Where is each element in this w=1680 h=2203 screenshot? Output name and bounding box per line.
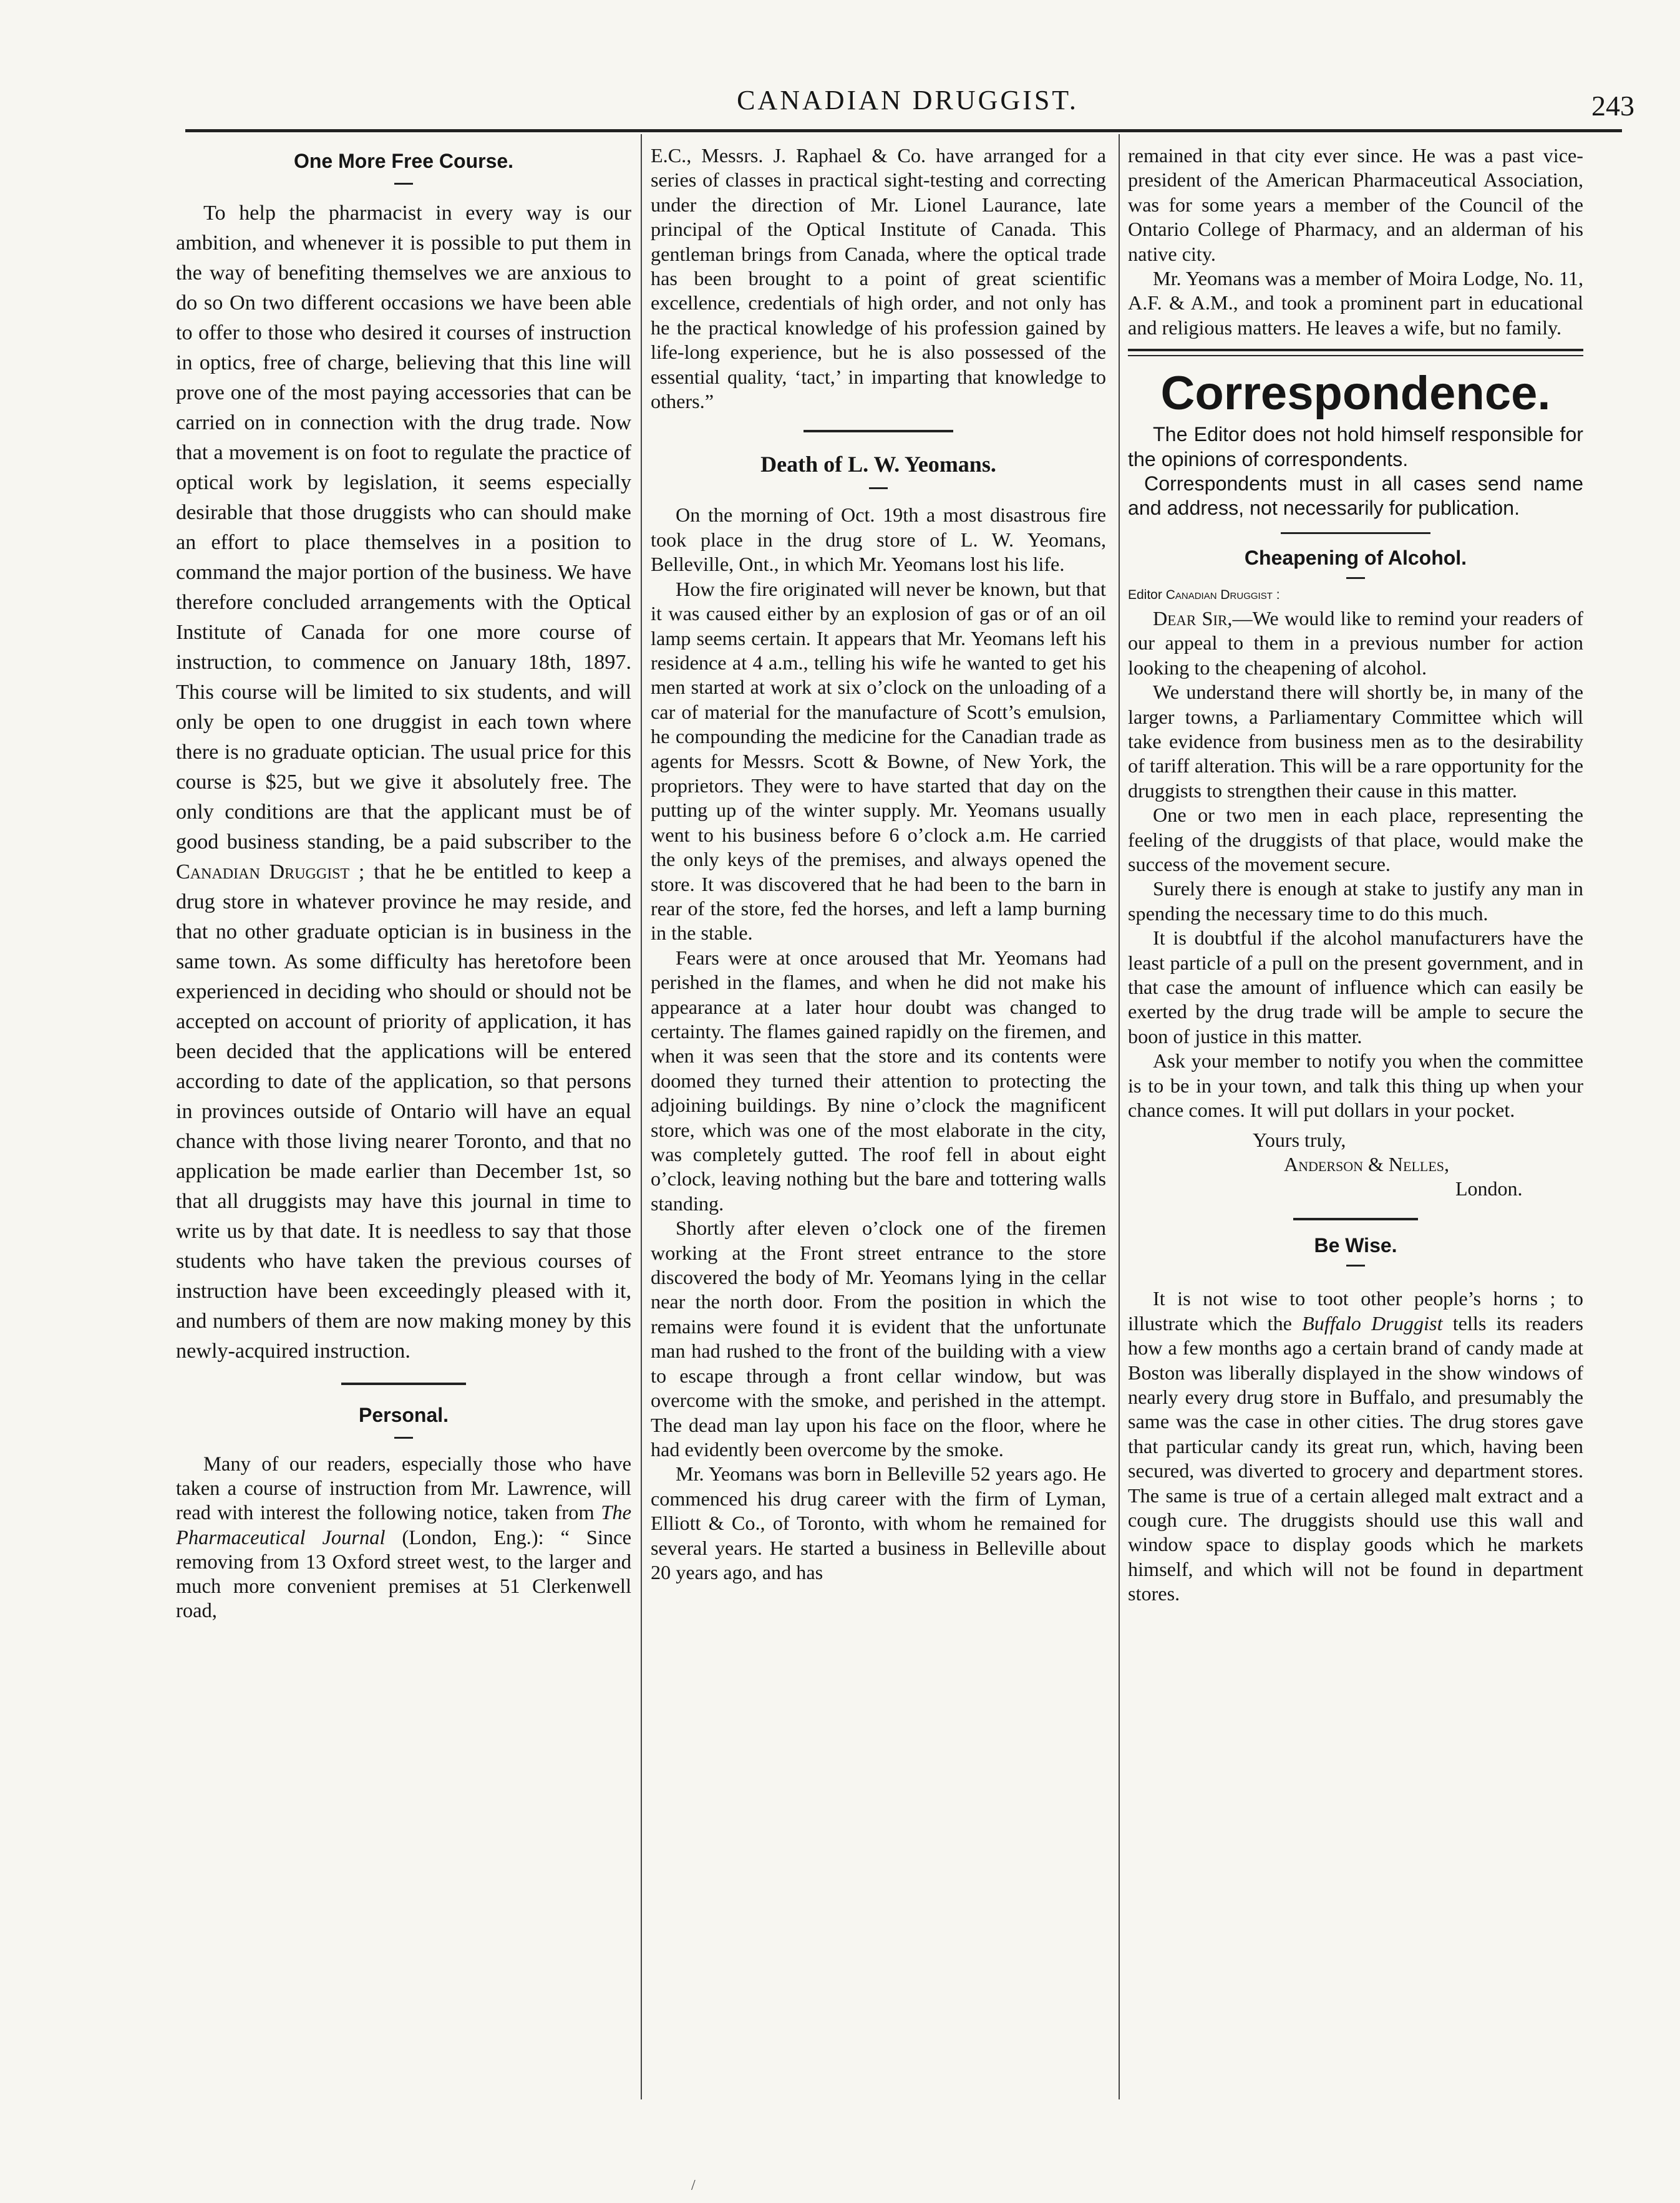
personal-text: Many of our readers, especially those who have taken a course of instruction from Mr. Lawrence, will read with interest the following notice, taken from [176,1453,631,1525]
paragraph-alcohol-1 [1128,606,1583,680]
journal-name: Canadian Druggist [176,860,350,883]
column-rule-left [641,134,642,2099]
running-header [181,84,1634,122]
paragraph-be-wise [1128,1286,1583,1606]
section-separator [1293,1218,1418,1220]
section-separator [341,1383,466,1385]
free-course-text-end: ; that he be entitled to keep a drug store in whatever province he may reside, and that no other graduate optician is in business in the same town. As some difficulty has heretofore been experienced in deciding who should or should not be accepted on account of priority of application, it has been decided that the applications will be entered according to date of the application, so that persons in provinces outside of Ontario will have an equal chance with those living nearer Toronto, and that no application be made earlier than December 1st, so that all druggists may have this journal in time to write us by that date. It is needless to say that those students who have taken the previous courses of instruction have been exceedingly pleased with it, and numbers of them are now making money by this newly-acquired instruction. [176,860,631,1363]
section-separator [1281,532,1430,534]
alcohol-text-1: ,—We would like to remind your readers of our appeal to them in a previous number for action looking to the cheapening of alcohol. [1128,606,1583,679]
page-number: 243 [1591,90,1634,122]
heading-cheapening-alcohol: Cheapening of Alcohol. [1244,546,1467,569]
heading-dash [1346,577,1365,579]
correspondent-notice: Correspondents must in all cases send name and address, not necessarily for publication. [1128,472,1583,520]
header-rule [185,129,1622,132]
running-title: CANADIAN DRUGGIST. [737,85,1079,115]
heading-dash [394,183,413,185]
free-course-text: To help the pharmacist in every way is our ambition, and whenever it is possible to put them in the way of benefiting themselves we are anxious to do so On two different occasions we have been able to offer to those who desired it courses of instruction in optics, free of charge, believing that this line will prove one of the most paying accessories that can be carried on in connection with the drug trade. Now that a movement is on foot to regulate the practice of optical work by legislation, it seems especially desirable that those druggists who can should make an effort to place themselves in a position to command the major portion of the business. We have therefore concluded arrangements with the Optical Institute of Canada for one more course of instruction, to commence on January 18th, 1897. This course will be limited to six students, and will only be open to one druggist in each town where there is no graduate optician. The usual price for this course is $25, but we give it absolutely free. The only conditions are that the applicant must be of good business standing, be a paid subscriber to the [176,202,631,853]
heading-personal: Personal. [358,1404,449,1426]
column-2 [651,143,1106,2096]
editor-word: Editor [1128,587,1162,602]
paragraph-yeomans-continued: remained in that city ever since. He was a past vice-president of the American Pharmaceutical Association, was for some years a member of the Council of the Ontario College of Pharmacy, and an alderman of his native city. [1128,144,1583,265]
paragraph-alcohol-3: One or two men in each place, representing the feeling of the druggists of that place, would make the success of the movement secure. [1128,804,1583,875]
paragraph-free-course [176,198,631,1366]
column-1 [176,143,631,2096]
paragraph-yeomans-lodge: Mr. Yeomans was a member of Moira Lodge, No. 11, A.F. & A.M., and took a prominent part in educational and religious matters. He leaves a wife, but no family. [1128,267,1583,339]
signature-place: London. [1455,1177,1523,1200]
be-wise-text-end: tells its readers how a few months ago a certain brand of candy made at Boston was liberally displayed in the show windows of nearly every drug store in Buffalo, and presumably the same was the case in other cities. The drug stores gave that particular candy its great run, which, having been secured, was diverted to grocery and department stores. The same is true of a certain alleged malt extract and a cough cure. The druggists should use this wall and window space to display goods which he markets himself, and which will not be found in department stores. [1128,1311,1583,1605]
personal-text-end: (London, Eng.): “ Since removing from 13 Oxford street west, to the larger and much more convenient premises at 51 Clerkenwell road, [176,1526,631,1623]
signature-closing: Yours truly, [1253,1129,1346,1152]
editor-disclaimer: The Editor does not hold himself responsible for the opinions of correspondents. [1128,423,1583,470]
stray-print-mark: / [691,2177,696,2194]
paragraph-yeomans-3: Fears were at once aroused that Mr. Yeomans had perished in the flames, and when he did not make his appearance at a later hour doubt was changed to certainty. The flames gained rapidly on the firemen, and when it was seen that the store and its contents were doomed they turned their attention to protecting the adjoining buildings. By nine o’clock the magnificent store, which was one of the most elaborate in the city, was completely gutted. The roof fell in about eight o’clock, leaving nothing but the bare and tottering walls standing. [651,946,1106,1215]
heading-death-yeomans: Death of L. W. Yeomans. [760,452,996,477]
signature-name: Anderson & Nelles, [1284,1153,1449,1176]
column-rule-right [1119,134,1120,2099]
heading-dash [869,487,888,489]
paragraph-personal-continued: E.C., Messrs. J. Raphael & Co. have arranged for a series of classes in practical sight-testing and correcting under the direction of Mr. Lionel Laurance, late principal of the Optical Institute of Canada. This gentleman brings from Canada, where the optical trade has been brought to a point of great scientific excellence, credentials of high order, and not only has he the practical knowledge of his profession gained by life-long experience, but he is also possessed of the essential quality, ‘tact,’ in imparting that knowledge to others.” [651,144,1106,413]
column-3 [1128,143,1583,2096]
heading-correspondence: Correspondence. [1160,367,1551,421]
paragraph-yeomans-5: Mr. Yeomans was born in Belleville 52 years ago. He commenced his drug career with the firm of Lyman, Elliott & Co., of Toronto, with whom he remained for several years. He started a business in Belleville about 20 years ago, and has [651,1462,1106,1583]
heading-dash [394,1437,413,1439]
heading-dash [1346,1265,1365,1267]
paragraph-yeomans-4: Shortly after eleven o’clock one of the firemen working at the Front street entrance to the store discovered the body of Mr. Yeomans lying in the cellar near the north door. From the position in which the remains were found it is evident that the unfortunate man had rushed to the front of the building with a view to escape through a front cellar window, but was overcome with the smoke, and perished in the attempt. The dead man lay upon his face on the floor, where he had evidently been overcome by the smoke. [651,1217,1106,1461]
paragraph-alcohol-5: It is doubtful if the alcohol manufacturers have the least particle of a pull on the present government, and in that case the amount of influence which can easily be exerted by the drug trade will be ample to secure the boon of justice in this matter. [1128,926,1583,1048]
editor-address [1128,588,1583,603]
section-separator [804,430,953,432]
editor-journal: Canadian Druggist [1165,587,1273,602]
paragraph-personal [176,1452,631,1623]
double-rule [1128,349,1583,356]
buffalo-druggist-title: Buffalo Druggist [1302,1311,1443,1335]
be-wise-text: It is not wise to toot other people’s horns ; to illustrate which the [1128,1287,1583,1335]
paragraph-alcohol-6: Ask your member to notify you when the committee is to be in your town, and talk this thing up when your chance comes. It will put dollars in your pocket. [1128,1049,1583,1121]
paragraph-yeomans-2: How the fire originated will never be known, but that it was caused either by an explosion of gas or of an oil lamp seems certain. It appears that Mr. Yeomans left his residence at 4 a.m., telling his wife he wanted to get his men started at work at six o’clock on the unloading of a car of material for the manufacture of Scott’s emulsion, he compounding the medicine for the Canadian trade as agents for Messrs. Scott & Bowne, of New York, the proprietors. They were to have started that day on the putting up of the winter supply. Mr. Yeomans usually went to his business before 6 o’clock a.m. He carried the only keys of the premises, and always opened the store. It was discovered that he had been to the barn in rear of the store, fed the horses, and left a lamp burning in the stable. [651,577,1106,945]
paragraph-alcohol-2: We understand there will shortly be, in many of the larger towns, a Parliamentary Committee which will take evidence from business men as to the desirability of tariff alteration. This will be a rare opportunity for the druggists to strengthen their cause in this matter. [1128,681,1583,802]
paragraph-yeomans-1: On the morning of Oct. 19th a most disastrous fire took place in the drug store of L. W. Yeomans, Belleville, Ont., in which Mr. Yeomans lost his life. [651,503,1106,576]
salutation: Dear Sir [1153,606,1228,630]
heading-be-wise: Be Wise. [1314,1234,1397,1257]
paragraph-alcohol-4: Surely there is enough at stake to justify any man in spending the necessary time to do this much. [1128,877,1583,925]
heading-free-course: One More Free Course. [293,150,514,172]
editor-colon: : [1276,587,1280,602]
journal-title: The Pharmaceutical Journal [176,1502,631,1549]
